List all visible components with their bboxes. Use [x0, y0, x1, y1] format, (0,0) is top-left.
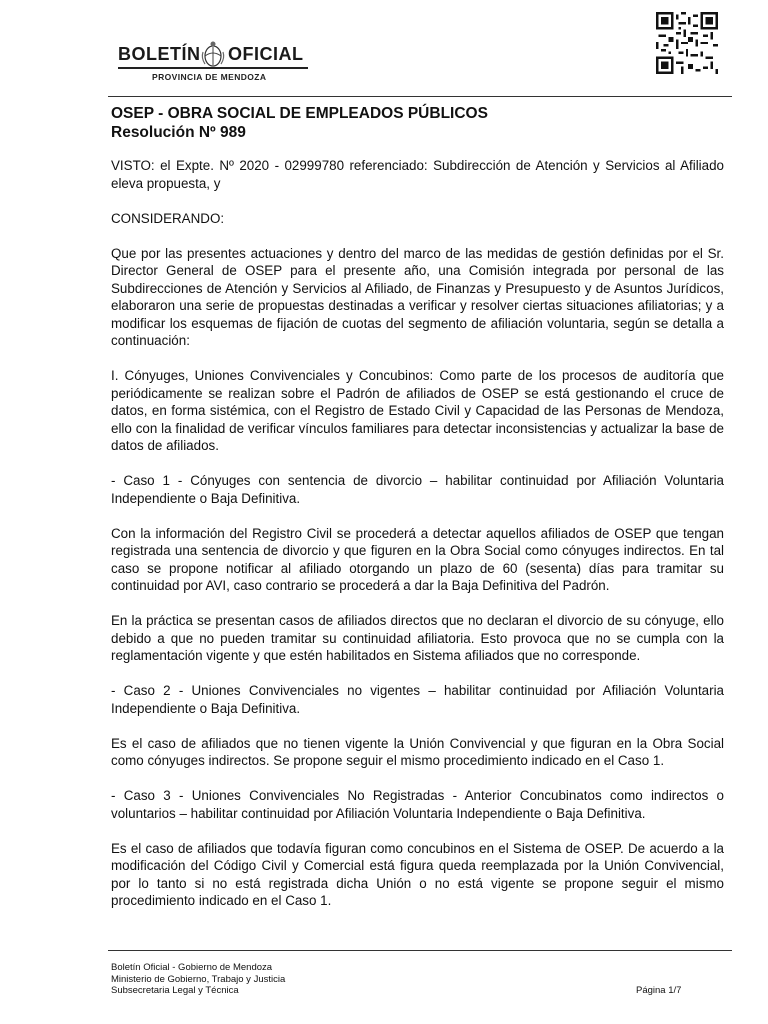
header-divider: [108, 96, 732, 97]
paragraph-registro-civil: Con la información del Registro Civil se procederá a detectar aquellos afiliados de OSEP que tengan registrada una sentencia de divorcio y que figuren en la Obra Social como cónyuges indirectos. En tal caso se propone notificar al afiliado otorgando un plazo de 60 (sesenta) días para tramitar su continuidad por AVI, caso contrario se procederá a dar la Baja Definitiva del Padrón.: [111, 525, 724, 593]
resolution-number: Resolución Nº 989: [111, 124, 246, 141]
footer-divider: [108, 950, 732, 951]
boletin-oficial-logo: [118, 36, 308, 86]
footer: [111, 962, 285, 997]
page-number: Página 1/7: [636, 985, 682, 996]
logo-text-row: [118, 40, 308, 70]
document-body: [111, 157, 724, 927]
qr-code-icon: [656, 12, 718, 74]
paragraph-caso-3: - Caso 3 - Uniones Convivenciales No Registradas - Anterior Concubinatos como indirectos o voluntarios – habilitar continuidad por Afiliación Voluntaria Independiente o Baja Definitiva.: [111, 788, 724, 821]
coat-of-arms-icon: [200, 40, 226, 70]
paragraph-caso-1: - Caso 1 - Cónyuges con sentencia de divorcio – habilitar continuidad por Afiliación Voluntaria Independiente o Baja Definitiva.: [111, 473, 724, 506]
paragraph-conyuges: I. Cónyuges, Uniones Convivenciales y Concubinos: Como parte de los procesos de auditoría que periódicamente se realizan sobre el Padrón de afiliados de OSEP se está gestionando el cruce de datos, en forma sistémica, con el Registro de Estado Civil y Capacidad de las Personas de Mendoza, ello con la finalidad de verificar vínculos familiares para detectar inconsistencias y actualizar la base de datos de afiliados.: [111, 368, 724, 453]
organization-title: OSEP - OBRA SOCIAL DE EMPLEADOS PÚBLICOS: [111, 105, 488, 122]
paragraph-considerando: CONSIDERANDO:: [111, 210, 225, 226]
paragraph-visto: VISTO: el Expte. Nº 2020 - 02999780 referenciado: Subdirección de Atención y Servicios al Afiliado eleva propuesta, y: [111, 158, 724, 191]
logo-divider: [118, 67, 308, 69]
footer-line-subsecretaria: Subsecretaria Legal y Técnica: [111, 985, 239, 996]
paragraph-concubinos: Es el caso de afiliados que todavía figuran como concubinos en el Sistema de OSEP. De acuerdo a la modificación del Código Civil y Comercial está figura queda reemplazada por la Unión Convivencial, por lo tanto si no está registrada dicha Unión o no está vigente se propone seguir el mismo procedimiento indicado en el Caso 1.: [111, 840, 724, 908]
paragraph-caso-2: - Caso 2 - Uniones Convivenciales no vigentes – habilitar continuidad por Afiliación Voluntaria Independiente o Baja Definitiva.: [111, 683, 724, 716]
paragraph-practica: En la práctica se presentan casos de afiliados directos que no declaran el divorcio de su cónyuge, ello debido a que no pueden tramitar su continuidad afiliatoria. Esto provoca que no se cumpla con la reglamentación vigente y que estén habilitados en Sistema afiliados que no corresponde.: [111, 613, 724, 663]
logo-subtitle: PROVINCIA DE MENDOZA: [152, 72, 267, 82]
logo-word-oficial: OFICIAL: [228, 44, 304, 64]
footer-line-boletin: Boletín Oficial - Gobierno de Mendoza: [111, 962, 273, 973]
footer-line-ministerio: Ministerio de Gobierno, Trabajo y Justicia: [111, 973, 286, 985]
paragraph-comision: Que por las presentes actuaciones y dentro del marco de las medidas de gestión definidas por el Sr. Director General de OSEP para el presente año, una Comisión integrada por personal de las Subdirecciones de Atención y Servicios al Afiliado, de Finanzas y Presupuesto y de Asuntos Jurídicos, elaboraron una serie de propuestas destinadas a verificar y resolver ciertas situaciones afiliatorias; y a modificar los esquemas de fijación de cuotas del segmento de afiliación voluntaria, según se detalla a continuación:: [111, 245, 724, 348]
paragraph-union-convivencial: Es el caso de afiliados que no tienen vigente la Unión Convivencial y que figuran en la Obra Social como cónyuges indirectos. Se propone seguir el mismo procedimiento indicado en el Caso 1.: [111, 735, 724, 768]
logo-word-boletin: BOLETÍN: [118, 44, 201, 64]
